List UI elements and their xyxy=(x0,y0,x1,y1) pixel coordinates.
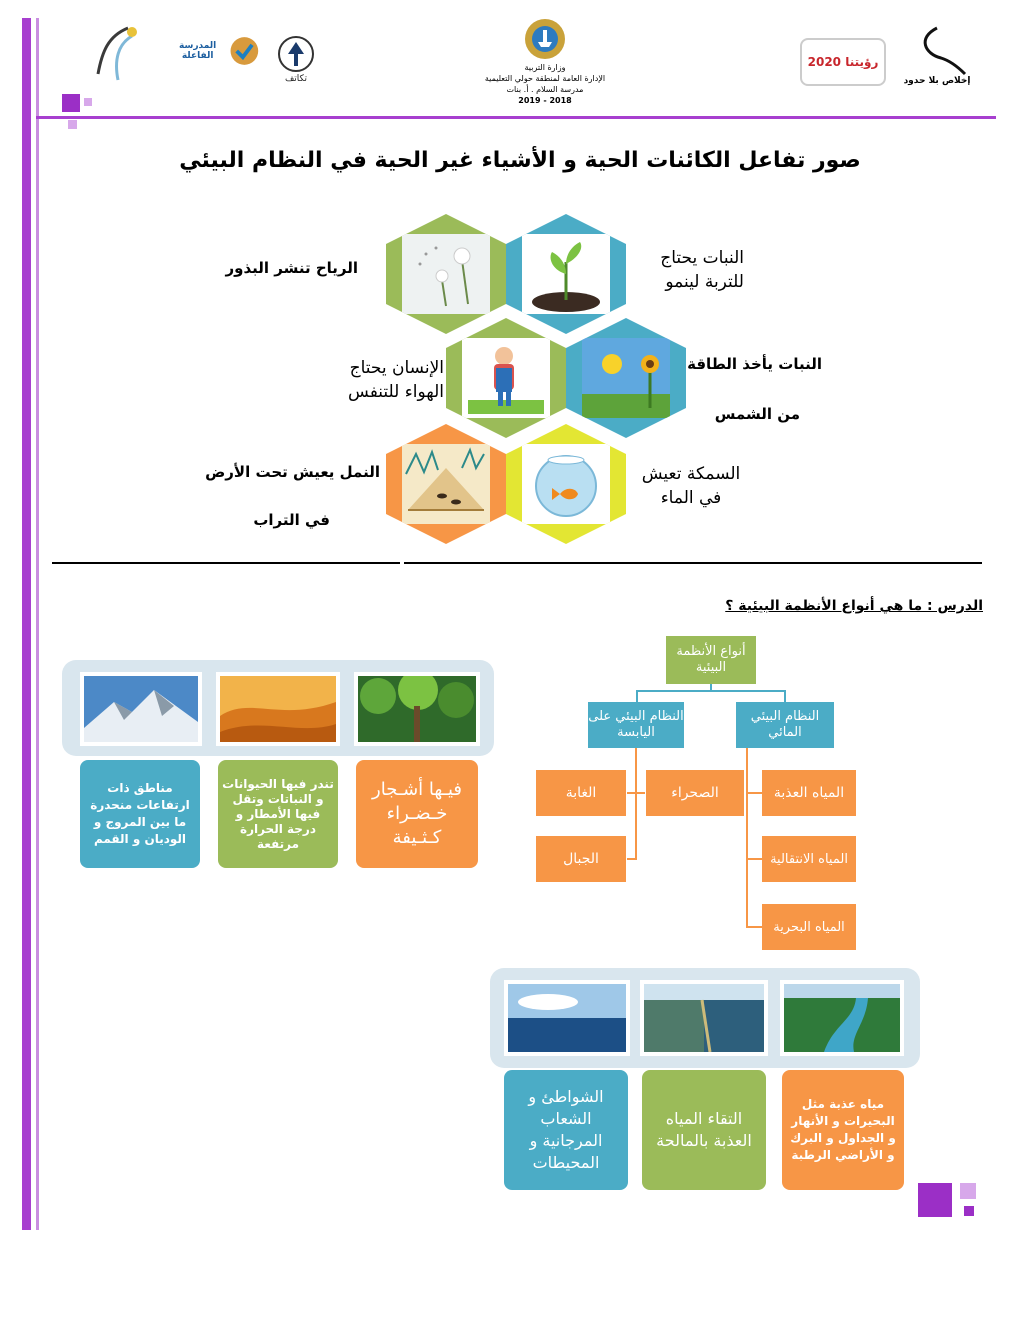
tree-desert-box: الصحراء xyxy=(646,770,744,816)
transitional-description-card: التقاء المياه العذبة بالمالحة xyxy=(642,1070,766,1190)
label-ant-1: النمل يعيش تحت الأرض xyxy=(205,463,380,481)
hex-human-air xyxy=(446,318,566,438)
ministry-line-1: وزارة التربية xyxy=(524,63,566,72)
hex-fish-water xyxy=(506,424,626,544)
page-title: صور تفاعل الكائنات الحية و الأشياء غير الحية في النظام البيئي xyxy=(179,148,861,173)
header-divider xyxy=(36,116,996,119)
label-plant-sun-2: من الشمس xyxy=(714,405,800,423)
vision-2020-text: رؤيتنا 2020 xyxy=(807,55,879,69)
tree-water-box: النظام البيئي المائي xyxy=(736,702,834,748)
tree-connector xyxy=(746,858,762,860)
deco-square xyxy=(68,120,77,129)
lesson-question: الدرس : ما هي أنواع الأنظمة البيئية ؟ xyxy=(725,598,983,614)
effective-school-logo xyxy=(170,26,260,76)
hex-plant-sun xyxy=(566,318,686,438)
ministry-line-4: 2018 - 2019 xyxy=(518,96,572,105)
tree-connector xyxy=(746,792,762,794)
vision-2020-logo xyxy=(800,38,886,86)
ministry-emblem xyxy=(520,16,570,62)
frame-left-bar xyxy=(22,18,31,1230)
tree-fresh-box: المياه العذبة xyxy=(762,770,856,816)
forest-picture xyxy=(354,672,480,746)
sports-logo xyxy=(88,22,148,84)
mountains-description-card: مناطق ذات ارتفاعات منحدرة ما بين المروج و الوديان و القمم xyxy=(80,760,200,868)
seedling-icon xyxy=(522,234,610,314)
fishbowl-icon xyxy=(522,444,610,524)
label-plant-sun-1: النبات يأخذ الطاقة xyxy=(687,355,822,373)
tree-connector xyxy=(746,926,762,928)
deco-square xyxy=(918,1183,952,1217)
tree-connector xyxy=(746,748,748,928)
label-plant-soil: النبات يحتاج للتربة لينمو xyxy=(660,248,744,292)
tree-connector xyxy=(635,748,637,860)
tree-mountains-box: الجبال xyxy=(536,836,626,882)
hex-ant-soil xyxy=(386,424,506,544)
ocean-picture xyxy=(504,980,630,1056)
deco-square xyxy=(960,1183,976,1199)
desert-picture xyxy=(216,672,340,746)
takatuf-text: تكاتف xyxy=(284,74,308,84)
hex-wind-seeds xyxy=(386,214,506,334)
forest-description-card: فيـها أشـجار خـضـراء كـثـيفة xyxy=(356,760,478,868)
sun-flower-icon xyxy=(582,338,670,418)
deco-square xyxy=(62,94,80,112)
tree-connector xyxy=(636,690,786,692)
label-fish-water: السمكة تعيش في الماء xyxy=(641,464,741,508)
frame-left-thin-bar xyxy=(36,18,39,1230)
tree-transitional-box: المياه الانتقالية xyxy=(762,836,856,882)
tree-connector xyxy=(636,690,638,702)
tree-forest-box: الغابة xyxy=(536,770,626,816)
label-wind-seeds: الرياح تنشر البذور xyxy=(225,259,358,277)
ministry-text xyxy=(470,62,620,106)
tree-land-box: النظام البيئي على اليابسة xyxy=(588,702,684,748)
tree-connector xyxy=(627,792,645,794)
label-human-air: الإنسان يحتاج الهواء للتنفس xyxy=(348,358,444,402)
section-divider-right xyxy=(404,562,982,564)
ministry-line-2: الإدارة العامة لمنطقة حولي التعليمية xyxy=(484,74,606,83)
tree-connector xyxy=(627,858,637,860)
tree-connector xyxy=(784,690,786,702)
marine-description-card: الشواطئ و الشعاب المرجانية و المحيطات xyxy=(504,1070,628,1190)
school-motto-logo xyxy=(898,18,976,92)
river-picture xyxy=(780,980,904,1056)
school-motto-text: إخلاص بلا حدود xyxy=(903,76,971,86)
takatuf-logo xyxy=(272,30,320,88)
desert-description-card: تندر فيها الحيوانات و النباتات وتقل فيها الأمطار و درجة الحرارة مرتفعة xyxy=(218,760,338,868)
label-ant-2: في التراب xyxy=(253,511,330,529)
dandelion-icon xyxy=(402,234,490,314)
deco-square xyxy=(84,98,92,106)
person-icon xyxy=(462,338,550,418)
deco-square xyxy=(964,1206,974,1216)
estuary-picture xyxy=(640,980,768,1056)
anthill-icon xyxy=(402,444,490,524)
effective-school-text: المدرسة الفاعلة xyxy=(179,41,217,61)
mountain-picture xyxy=(80,672,202,746)
tree-root-box: أنواع الأنظمة البيئية xyxy=(666,636,756,684)
section-divider-left xyxy=(52,562,400,564)
ministry-line-3: مدرسة السلام . أ. بنات xyxy=(506,85,584,94)
tree-marine-box: المياه البحرية xyxy=(762,904,856,950)
hex-plant-soil xyxy=(506,214,626,334)
fresh-description-card: مياه عذبة مثل البحيرات و الأنهار و الجداول و البرك و الأراضي الرطبة xyxy=(782,1070,904,1190)
